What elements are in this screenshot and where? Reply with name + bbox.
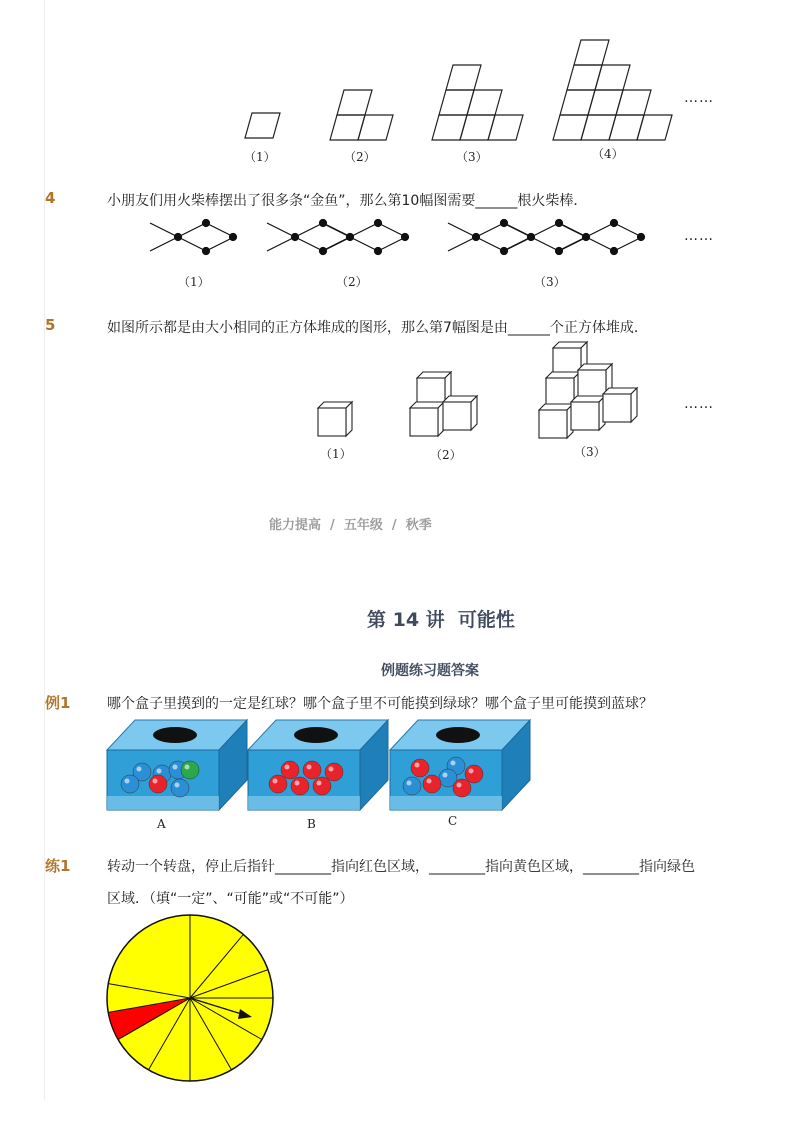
parallelogram-cell: [588, 90, 623, 115]
cube-side-face: [631, 388, 637, 422]
matchstick: [531, 223, 559, 237]
ball-highlight: [451, 761, 456, 766]
parallelogram-cell: [553, 115, 588, 140]
ball-highlight: [153, 779, 158, 784]
page-footer: 能力提高 / 五年级 / 秋季: [269, 518, 432, 533]
matchstick-joint: [175, 234, 182, 241]
cube-front-face: [603, 394, 631, 422]
cube-front-face: [546, 378, 574, 406]
blue-ball: [403, 777, 421, 795]
matchstick: [448, 237, 476, 251]
top-label-4: （4）: [592, 147, 624, 161]
q5-label-1: （1）: [320, 447, 352, 461]
ball-highlight: [125, 779, 130, 784]
red-ball: [453, 779, 471, 797]
parallelogram-cell: [567, 65, 602, 90]
stacked-cubes-figures: [0, 330, 800, 460]
matchstick: [531, 237, 559, 251]
matchstick: [295, 223, 323, 237]
matchstick: [267, 223, 295, 237]
blue-ball: [171, 779, 189, 797]
parallelogram-cell: [245, 113, 280, 138]
matchstick-joint: [203, 248, 210, 255]
matchstick-joint: [375, 220, 382, 227]
matchstick-joint: [230, 234, 237, 241]
ball-highlight: [173, 765, 178, 770]
q4-label-3: （3）: [534, 275, 566, 289]
cube-side-face: [471, 396, 477, 430]
parallelogram-cell: [337, 90, 372, 115]
ball-boxes-figure: [0, 712, 800, 822]
ball-highlight: [157, 769, 162, 774]
box-label-b: B: [307, 817, 316, 831]
parallelogram-cell: [574, 40, 609, 65]
matchstick: [503, 237, 531, 251]
matchstick: [586, 237, 614, 251]
ball-highlight: [427, 779, 432, 784]
parallelogram-cell: [637, 115, 672, 140]
parallelogram-cell: [330, 115, 365, 140]
red-ball: [423, 775, 441, 793]
parallelogram-cell: [609, 115, 644, 140]
top-label-3: （3）: [456, 150, 488, 164]
red-ball: [325, 763, 343, 781]
matchstick: [503, 223, 531, 237]
matchstick-joint: [638, 234, 645, 241]
matchstick-joint: [203, 220, 210, 227]
ball-highlight: [285, 765, 290, 770]
red-ball: [313, 777, 331, 795]
parallelogram-cell: [358, 115, 393, 140]
cube-front-face: [539, 410, 567, 438]
q5-label-3: （3）: [574, 445, 606, 459]
section-title: 第 14 讲 可能性: [367, 609, 515, 631]
matchstick: [586, 223, 614, 237]
exercise-1-line-2: 区域．（填“一定”、“可能”或“不可能”）: [107, 891, 354, 907]
q4-label-2: （2）: [336, 275, 368, 289]
ball-highlight: [137, 767, 142, 772]
matchstick-joint: [473, 234, 480, 241]
ball-highlight: [469, 769, 474, 774]
ball-highlight: [329, 767, 334, 772]
parallelogram-cell: [488, 115, 523, 140]
matchstick-joint: [375, 248, 382, 255]
matchstick: [150, 223, 178, 237]
ball-highlight: [175, 783, 180, 788]
cube-front-face: [410, 408, 438, 436]
box-front-shade: [107, 796, 219, 810]
box-front-shade: [248, 796, 360, 810]
q5-ellipsis: ……: [684, 396, 714, 412]
parallelogram-cell: [439, 90, 474, 115]
parallelogram-cell: [560, 90, 595, 115]
matchstick: [350, 237, 378, 251]
red-ball: [411, 759, 429, 777]
matchstick-joint: [611, 248, 618, 255]
blue-ball: [121, 775, 139, 793]
q4-ellipsis: ……: [684, 228, 714, 244]
top-label-2: （2）: [344, 150, 376, 164]
cube-front-face: [318, 408, 346, 436]
ball-highlight: [185, 765, 190, 770]
goldfish-matchstick-figures: [0, 205, 800, 285]
spinner-figure: [100, 912, 300, 1112]
parallelogram-cell: [460, 115, 495, 140]
parallelogram-cell: [616, 90, 651, 115]
ball-highlight: [317, 781, 322, 786]
box-hole: [436, 727, 480, 743]
q5-label-2: （2）: [430, 448, 462, 462]
exercise-1-line-1: 转动一个转盘，停止后指针________指向红色区域，________指向黄色区域，________指向绿色: [107, 859, 695, 875]
matchstick: [178, 223, 206, 237]
matchstick-joint: [402, 234, 409, 241]
matchstick: [322, 223, 350, 237]
parallelogram-cell: [446, 65, 481, 90]
box-label-a: A: [157, 817, 166, 831]
matchstick: [322, 237, 350, 251]
ball-highlight: [273, 779, 278, 784]
question-4-text: 小朋友们用火柴棒摆出了很多条“金鱼”，那么第10幅图需要______根火柴棒．: [107, 193, 588, 209]
question-number-5: 5: [45, 316, 56, 334]
top-label-1: （1）: [244, 150, 276, 164]
matchstick-joint: [292, 234, 299, 241]
section-subtitle: 例题练习题答案: [381, 663, 479, 679]
q4-label-1: （1）: [178, 275, 210, 289]
red-ball: [465, 765, 483, 783]
matchstick: [150, 237, 178, 251]
matchstick: [476, 223, 504, 237]
example-1-number: 例1: [45, 694, 71, 712]
matchstick: [178, 237, 206, 251]
matchstick: [476, 237, 504, 251]
parallelogram-cell: [467, 90, 502, 115]
matchstick-joint: [528, 234, 535, 241]
matchstick-joint: [583, 234, 590, 241]
cube-side-face: [346, 402, 352, 436]
ball-highlight: [307, 765, 312, 770]
ball-highlight: [415, 763, 420, 768]
red-ball: [149, 775, 167, 793]
box-front-shade: [390, 796, 502, 810]
parallelogram-staircase-figures: [0, 0, 800, 170]
question-5-text: 如图所示都是由大小相同的正方体堆成的图形，那么第7幅图是由______个正方体堆成．: [107, 320, 648, 336]
box-label-c: C: [448, 814, 458, 828]
cube-front-face: [443, 402, 471, 430]
ball-highlight: [295, 781, 300, 786]
example-1-text: 哪个盒子里摸到的一定是红球？哪个盒子里不可能摸到绿球？哪个盒子里可能摸到蓝球？: [107, 696, 653, 712]
top-ellipsis: ……: [684, 90, 714, 106]
cube-front-face: [578, 370, 606, 398]
parallelogram-cell: [581, 115, 616, 140]
matchstick: [350, 223, 378, 237]
parallelogram-cell: [595, 65, 630, 90]
matchstick-joint: [611, 220, 618, 227]
red-ball: [281, 761, 299, 779]
box-hole: [294, 727, 338, 743]
question-number-4: 4: [45, 189, 56, 207]
ball-highlight: [407, 781, 412, 786]
matchstick: [558, 223, 586, 237]
exercise-1-number: 练1: [45, 857, 71, 875]
matchstick: [558, 237, 586, 251]
matchstick: [295, 237, 323, 251]
box-hole: [153, 727, 197, 743]
ball-highlight: [457, 783, 462, 788]
green-ball: [181, 761, 199, 779]
red-ball: [291, 777, 309, 795]
matchstick: [267, 237, 295, 251]
red-ball: [303, 761, 321, 779]
cube-front-face: [571, 402, 599, 430]
ball-highlight: [443, 773, 448, 778]
matchstick: [448, 223, 476, 237]
red-ball: [269, 775, 287, 793]
parallelogram-cell: [432, 115, 467, 140]
matchstick-joint: [347, 234, 354, 241]
